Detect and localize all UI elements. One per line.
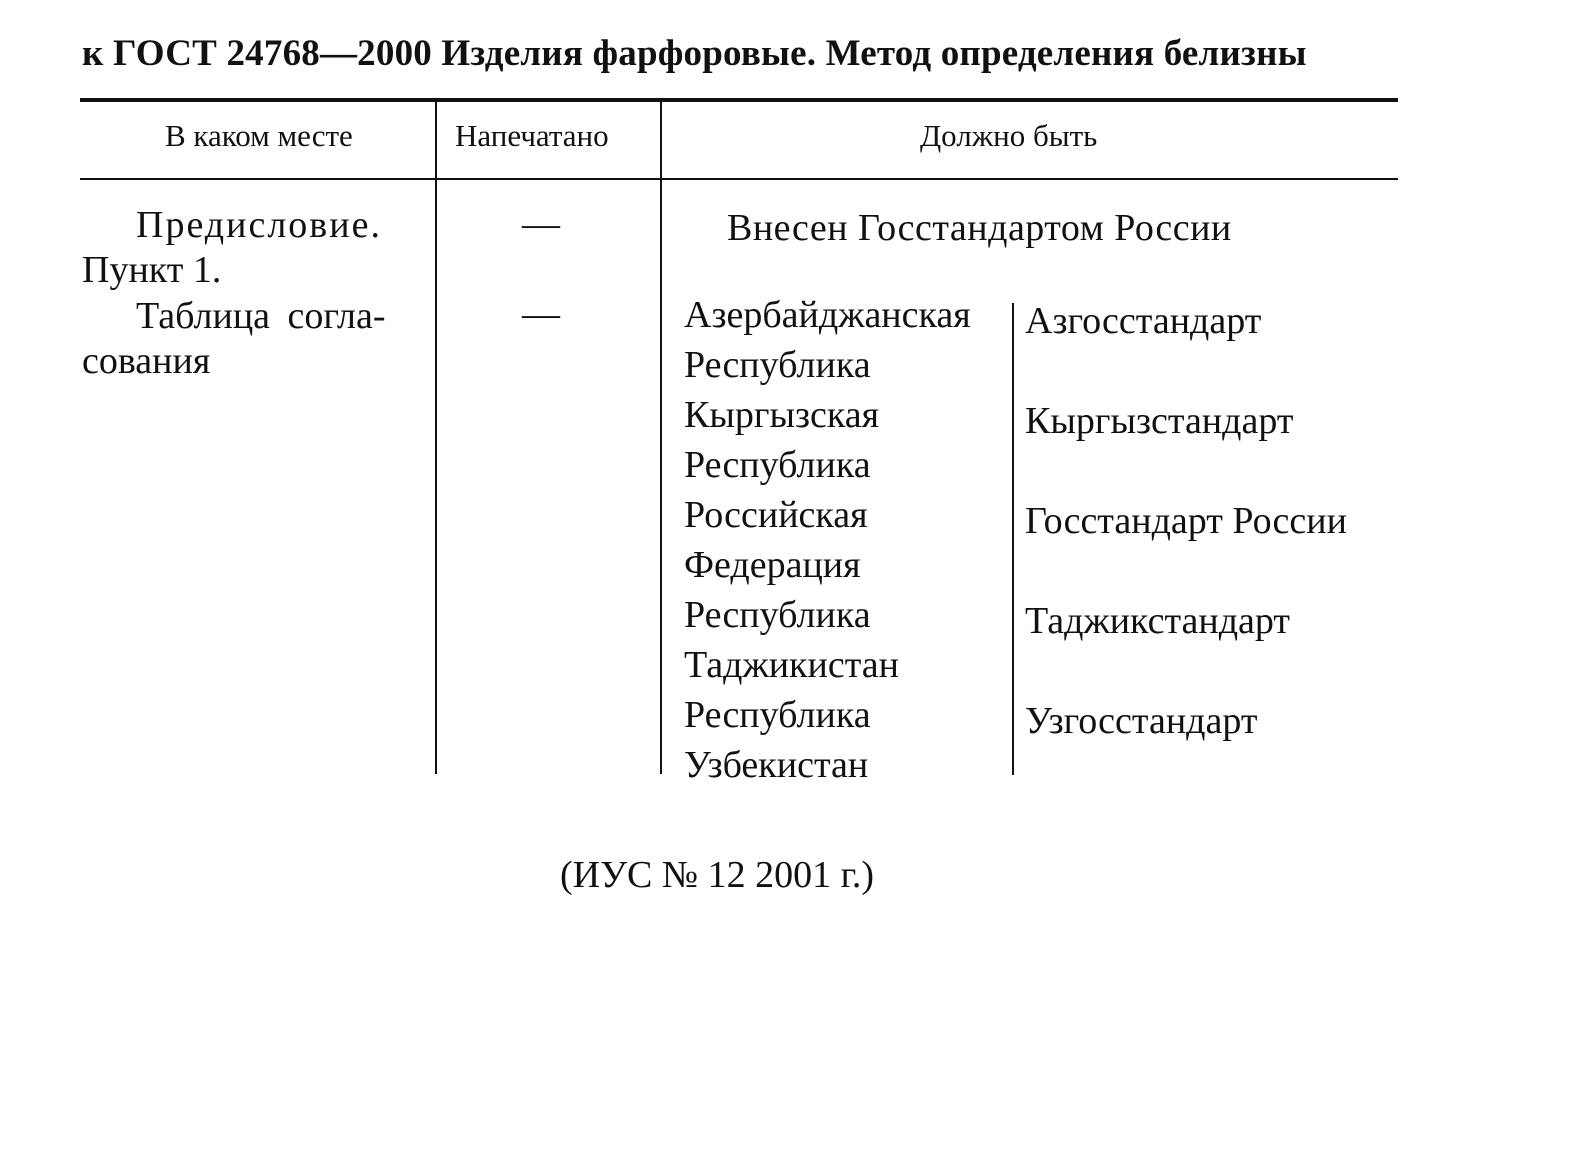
country-3-line1: Российская bbox=[684, 494, 868, 536]
standards-body-2: Кыргызстандарт bbox=[1025, 400, 1294, 442]
table-top-rule bbox=[80, 98, 1398, 102]
subcolumn-divider bbox=[1012, 303, 1014, 775]
row1-should-be: Внесен Госстандартом России bbox=[727, 207, 1232, 249]
row1-printed-dash: — bbox=[522, 203, 560, 245]
country-4-line2: Таджикистан bbox=[684, 644, 899, 686]
country-2-line2: Республика bbox=[684, 444, 871, 486]
column-divider-1 bbox=[435, 102, 437, 774]
country-4-line1: Республика bbox=[684, 594, 871, 636]
country-3-line2: Федерация bbox=[684, 544, 861, 586]
table-header-rule bbox=[80, 178, 1398, 180]
country-1-line1: Азербайджанская bbox=[684, 294, 971, 336]
header-location: В каком месте bbox=[165, 118, 353, 153]
row2-location-line1: Таблица согла- bbox=[136, 295, 386, 337]
standards-body-3: Госстандарт России bbox=[1025, 500, 1347, 542]
header-should-be: Должно быть bbox=[920, 118, 1098, 153]
row2-printed-dash: — bbox=[522, 293, 560, 335]
country-5-line2: Узбекистан bbox=[684, 744, 869, 786]
country-2-line1: Кыргызская bbox=[684, 394, 880, 436]
standards-body-4: Таджикстандарт bbox=[1025, 600, 1291, 642]
row2-location-line2: сования bbox=[82, 340, 211, 382]
document-title: к ГОСТ 24768—2000 Изделия фарфоровые. Метод определения белизны bbox=[82, 33, 1307, 74]
row1-location-line1: Предисловие. bbox=[136, 204, 382, 246]
standards-body-5: Узгосстандарт bbox=[1025, 700, 1258, 742]
country-1-line2: Республика bbox=[684, 344, 871, 386]
row1-location-line2: Пункт 1. bbox=[82, 249, 222, 291]
ius-reference: (ИУС № 12 2001 г.) bbox=[560, 854, 875, 896]
column-divider-2 bbox=[660, 102, 662, 774]
standards-body-1: Азгосстандарт bbox=[1025, 300, 1262, 342]
header-printed: Напечатано bbox=[455, 118, 609, 153]
country-5-line1: Республика bbox=[684, 694, 871, 736]
